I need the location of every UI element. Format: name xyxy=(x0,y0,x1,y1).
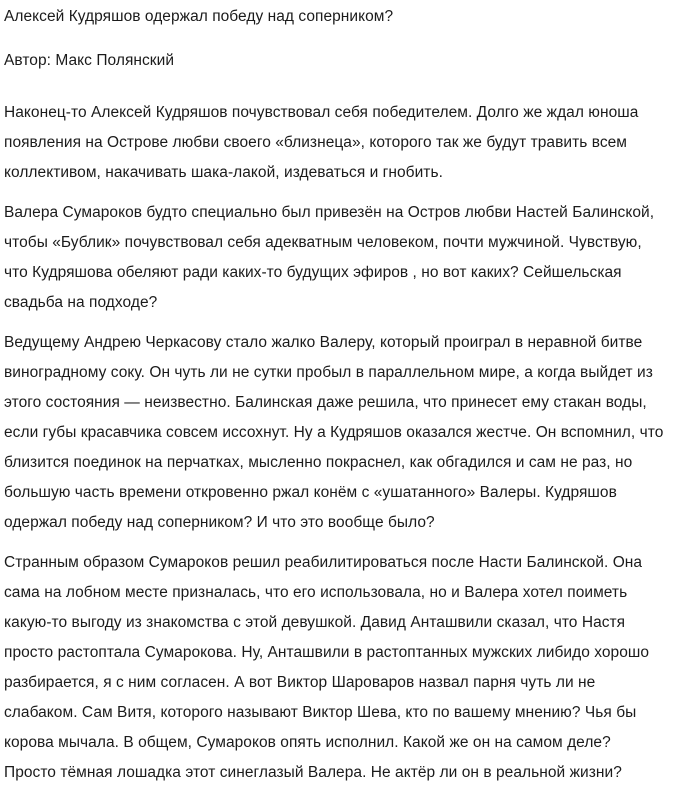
article-paragraph: Странным образом Сумароков решил реабилитироваться после Насти Балинской. Она сама на лобном месте призналась, что его использовала, но и Валера хотел поиметь какую-то выгоду из знакомства с этой девушкой. Давид Анташвили сказал, что Настя просто растоптала Сумарокова. Ну, Анташвили в растоптанных мужских либидо хорошо разбирается, я с ним согласен. А вот Виктор Шароваров назвал парня чуть ли не слабаком. Сам Витя, которого называют Виктор Шева, кто по вашему мнению? Чья бы корова мычала. В общем, Сумароков опять исполнил. Какой же он на самом деле? Просто тёмная лошадка этот синеглазый Валера. Не актёр ли он в реальной жизни? xyxy=(4,554,650,781)
article-headline: Алексей Кудряшов одержал победу над соперником? xyxy=(4,8,394,25)
article-paragraph: Валера Сумароков будто специально был привезён на Остров любви Настей Балинской, чтобы «Бублик» почувствовал себя адекватным человеком, почти мужчиной. Чувствую, что Кудряшова обеляют ради каких-то будущих эфиров , но вот каких? Сейшельская свадьба на подходе? xyxy=(4,204,655,311)
article-paragraph: Ведущему Андрею Черкасову стало жалко Валеру, который проиграл в неравной битве виноградному соку. Он чуть ли не сутки пробыл в параллельном мире, а когда выйдет из этого состояния — неизвестно. Балинская даже решила, что принесет ему стакан воды, если губы красавчика совсем иссохнут. Ну а Кудряшов оказался жестче. Он вспомнил, что близится поединок на перчатках, мысленно покраснел, как обгадился и сам не раз, но большую часть времени откровенно ржал конём с «ушатанного» Валеры. Кудряшов одержал победу над соперником? И что это вообще было? xyxy=(4,334,664,531)
article-body xyxy=(4,98,665,788)
article-byline: Автор: Макс Полянский xyxy=(4,52,175,69)
article-paragraph: Наконец-то Алексей Кудряшов почувствовал себя победителем. Долго же ждал юноша появления на Острове любви своего «близнеца», которого так же будут травить всем коллективом, накачивать шака-лакой, издеваться и гнобить. xyxy=(4,104,639,181)
